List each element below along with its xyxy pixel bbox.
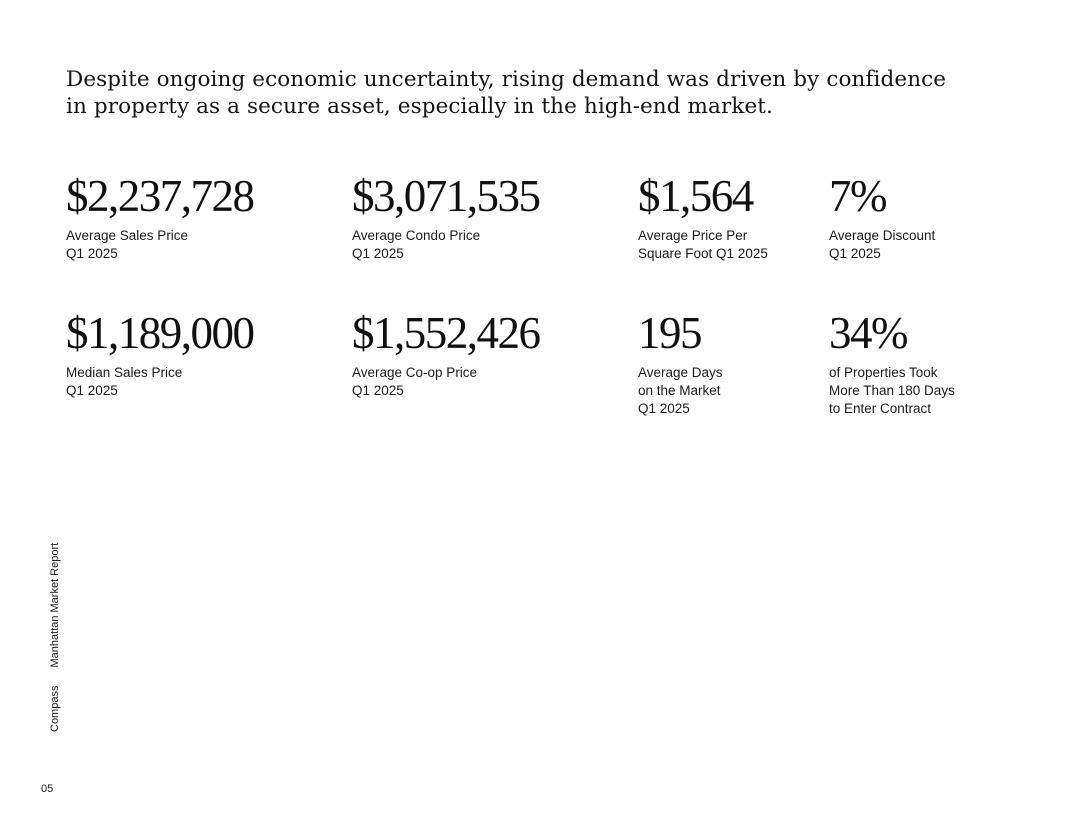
stat-label <box>829 364 955 418</box>
stat-average-discount <box>829 171 936 263</box>
stat-average-condo-price <box>352 171 540 263</box>
stat-label-line: Q1 2025 <box>829 246 881 261</box>
stat-average-sales-price <box>66 171 254 263</box>
stat-value: 195 <box>638 308 701 358</box>
stat-median-sales-price <box>66 308 254 400</box>
intro-line: Despite ongoing economic uncertainty, rising demand was driven by confidence <box>66 67 947 92</box>
report-side-label <box>49 543 61 732</box>
stat-value: $1,564 <box>638 171 753 221</box>
stat-label <box>66 227 254 263</box>
stat-label-line: Q1 2025 <box>352 383 404 398</box>
stat-value: 7% <box>829 171 886 221</box>
stat-label-line: Average Sales Price <box>66 228 189 243</box>
intro-line: in property as a secure asset, especially in the high-end market. <box>66 94 773 119</box>
stat-label <box>638 227 768 263</box>
stat-label-line: Q1 2025 <box>66 383 118 398</box>
stat-label <box>352 227 540 263</box>
stat-label-line: More Than 180 Days <box>829 383 955 398</box>
stat-label-line: Average Co-op Price <box>352 365 478 380</box>
report-title: Manhattan Market Report <box>49 542 61 668</box>
stat-label-line: Q1 2025 <box>66 246 118 261</box>
stat-label-line: Q1 2025 <box>638 401 690 416</box>
stat-average-coop-price <box>352 308 540 400</box>
brand-name: Compass <box>49 685 61 732</box>
stat-properties-over-180-days <box>829 308 955 418</box>
stat-value: $1,552,426 <box>352 308 540 358</box>
intro-paragraph <box>66 66 946 120</box>
stat-label <box>66 364 254 400</box>
stat-label <box>829 227 935 263</box>
stat-label-line: Average Discount <box>829 228 936 243</box>
stat-label-line: Q1 2025 <box>352 246 404 261</box>
stat-label-line: on the Market <box>638 383 721 398</box>
stat-label-line: Median Sales Price <box>66 365 183 380</box>
stat-value: 34% <box>829 308 907 358</box>
stat-label <box>638 364 723 418</box>
stat-label-line: Average Price Per <box>638 228 748 243</box>
stat-average-days-on-market <box>638 308 723 418</box>
stat-label-line: Average Condo Price <box>352 228 481 243</box>
stat-label-line: of Properties Took <box>829 365 938 380</box>
stat-value: $2,237,728 <box>66 171 254 221</box>
stat-label-line: Average Days <box>638 365 723 380</box>
stat-value: $1,189,000 <box>66 308 254 358</box>
stat-average-price-per-square-foot <box>638 171 768 263</box>
stat-label-line: to Enter Contract <box>829 401 932 416</box>
stat-value: $3,071,535 <box>352 171 540 221</box>
stat-label <box>352 364 540 400</box>
page-number: 05 <box>41 783 54 795</box>
stat-label-line: Square Foot Q1 2025 <box>638 246 768 261</box>
